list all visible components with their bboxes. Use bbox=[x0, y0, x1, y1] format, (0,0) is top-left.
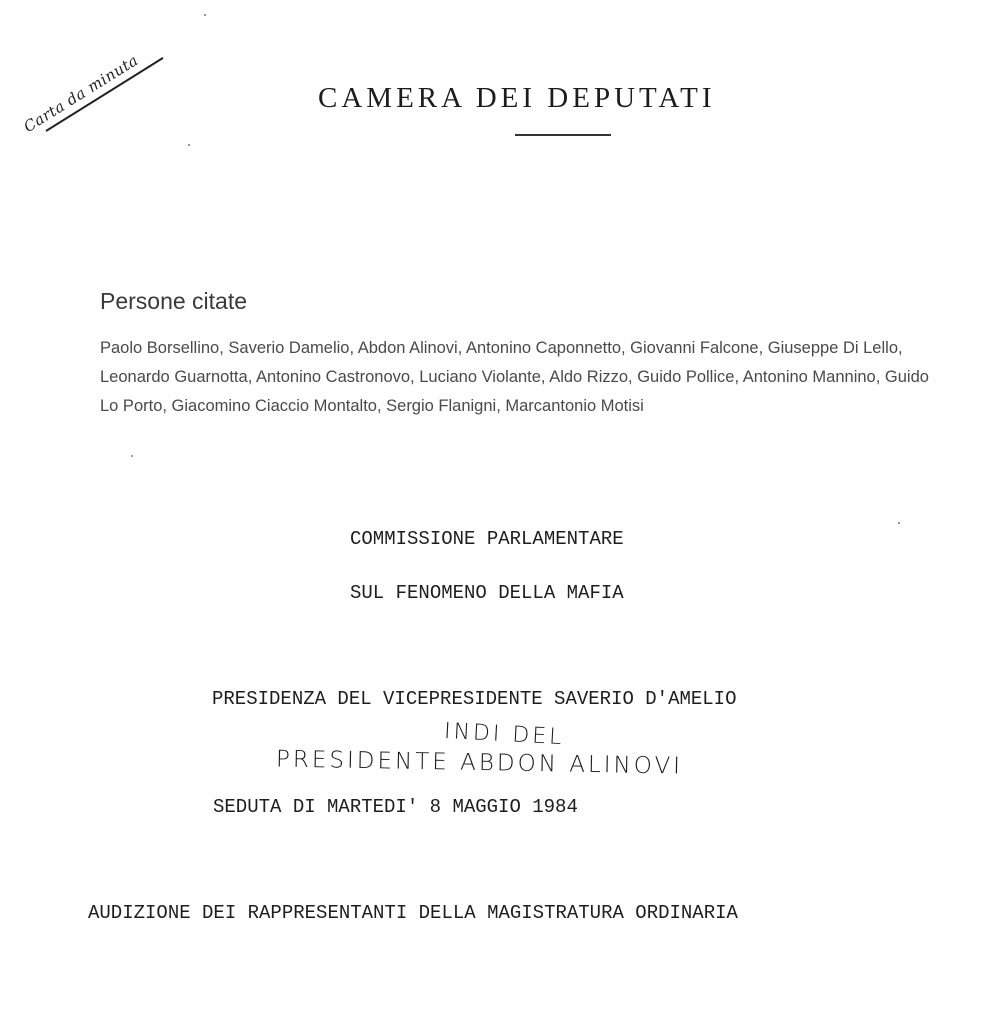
paper-speck bbox=[188, 144, 190, 146]
cited-persons-list: Paolo Borsellino, Saverio Damelio, Abdon Alinovi, Antonino Caponnetto, Giovanni Falcone, Giuseppe Di Lello, Leonardo Guarnotta, Antonino Castronovo, Luciano Violante, Aldo Rizzo, Guido Pollice, Antonino Mannino, Guido Lo Porto, Giacomino Ciaccio Montalto, Sergio Flanigni, Marcantonio Motisi bbox=[100, 339, 929, 415]
paper-speck bbox=[898, 522, 900, 524]
handwritten-note-line-1: INDI DEL bbox=[443, 718, 566, 751]
cited-persons-heading: Persone citate bbox=[100, 288, 248, 314]
handwritten-note-line-2: PRESIDENTE ABDON ALINOVI bbox=[275, 746, 684, 780]
commission-line-2: SUL FENOMENO DELLA MAFIA bbox=[350, 582, 624, 604]
presidency-line: PRESIDENZA DEL VICEPRESIDENTE SAVERIO D'AMELIO bbox=[212, 688, 737, 710]
session-date-line: SEDUTA DI MARTEDI' 8 MAGGIO 1984 bbox=[213, 796, 578, 818]
commission-line-1: COMMISSIONE PARLAMENTARE bbox=[350, 528, 624, 550]
paper-speck bbox=[204, 14, 206, 16]
paper-speck bbox=[131, 455, 133, 457]
carta-da-minuta-stamp: Carta da minuta bbox=[20, 51, 142, 137]
document-header: CAMERA DEI DEPUTATI bbox=[318, 82, 716, 114]
hearing-title: AUDIZIONE DEI RAPPRESENTANTI DELLA MAGISTRATURA ORDINARIA bbox=[88, 902, 738, 924]
header-divider bbox=[515, 134, 611, 136]
